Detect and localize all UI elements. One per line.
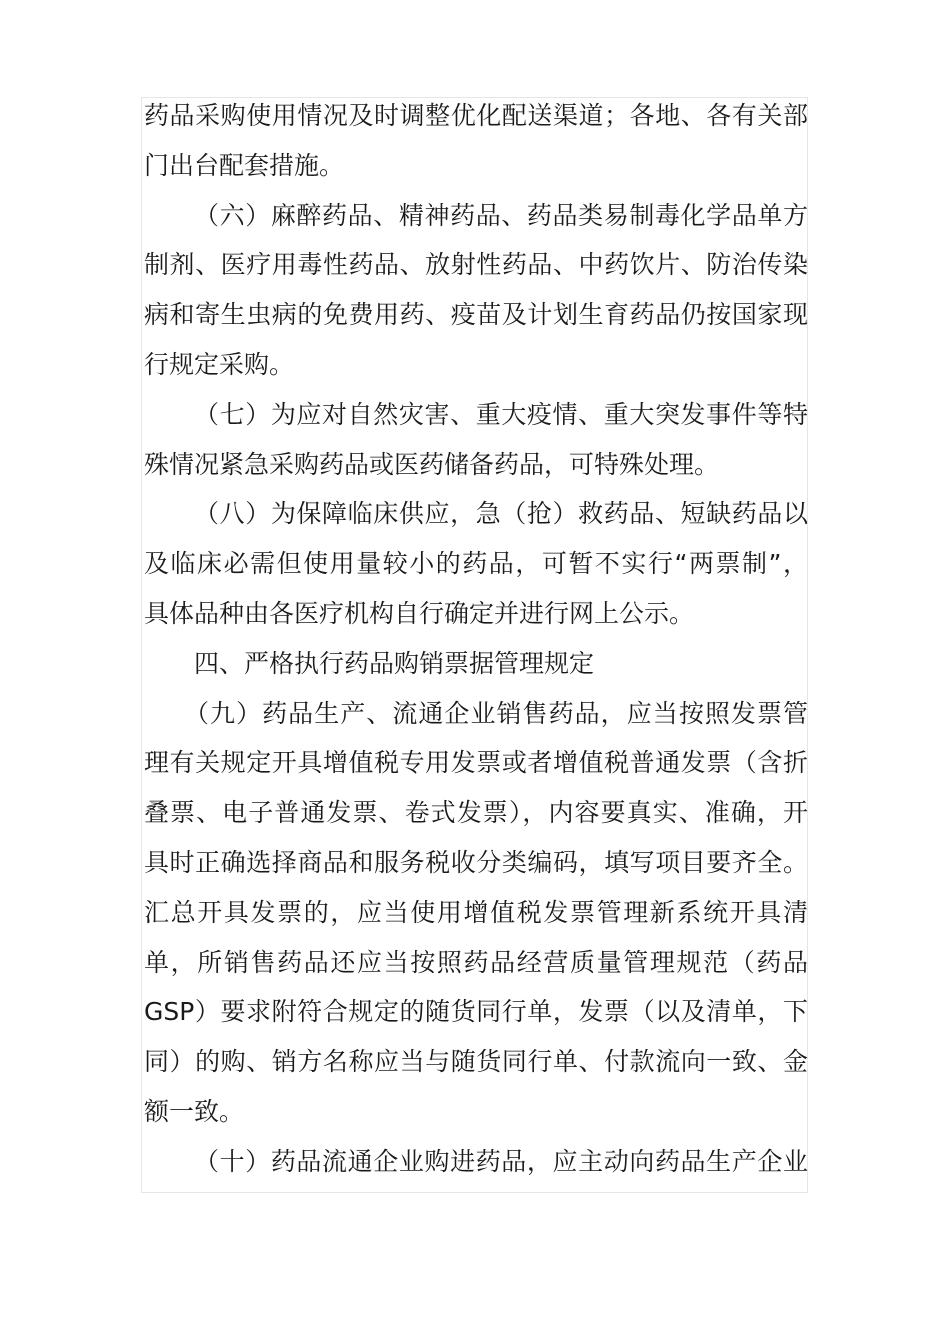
text-line: 行规定采购。	[144, 349, 295, 379]
text-line: 叠票、电子普通发票、卷式发票），内容要真实、准确，开	[144, 798, 808, 828]
paragraph-six-start: （六）麻醉药品、精神药品、药品类易制毒化学品单方	[194, 200, 808, 230]
text-line: 具时正确选择商品和服务税收分类编码，填写项目要齐全。	[144, 847, 808, 877]
text-line: 同）的购、销方名称应当与随货同行单、付款流向一致、金	[144, 1047, 808, 1077]
paragraph-nine-start: （九）药品生产、流通企业销售药品，应当按照发票管	[184, 698, 808, 728]
text-line: 具体品种由各医疗机构自行确定并进行网上公示。	[144, 598, 695, 628]
text-line: 理有关规定开具增值税专用发票或者增值税普通发票（含折	[144, 748, 808, 778]
document-body	[144, 91, 808, 1187]
paragraph-eight-start: （八）为保障临床供应，急（抢）救药品、短缺药品以	[194, 499, 808, 529]
text-line: 门出台配套措施。	[144, 150, 345, 180]
text-line: 制剂、医疗用毒性药品、放射性药品、中药饮片、防治传染	[144, 250, 808, 280]
section-heading: 四、严格执行药品购销票据管理规定	[194, 648, 595, 678]
paragraph-ten-start: （十）药品流通企业购进药品，应主动向药品生产企业	[194, 1146, 808, 1176]
text-line: 病和寄生虫病的免费用药、疫苗及计划生育药品仍按国家现	[144, 300, 808, 330]
text-line: 汇总开具发票的，应当使用增值税发票管理新系统开具清	[144, 897, 808, 927]
text-line: GSP）要求附符合规定的随货同行单，发票（以及清单，下	[144, 997, 808, 1027]
text-line: 单，所销售药品还应当按照药品经营质量管理规范（药品	[144, 947, 808, 977]
text-line: 殊情况紧急采购药品或医药储备药品，可特殊处理。	[144, 449, 720, 479]
text-line: 及临床必需但使用量较小的药品，可暂不实行“两票制”，	[144, 549, 808, 579]
text-line: 额一致。	[144, 1096, 245, 1126]
paragraph-seven-start: （七）为应对自然灾害、重大疫情、重大突发事件等特	[194, 399, 808, 429]
text-line: 药品采购使用情况及时调整优化配送渠道；各地、各有关部	[144, 101, 808, 130]
